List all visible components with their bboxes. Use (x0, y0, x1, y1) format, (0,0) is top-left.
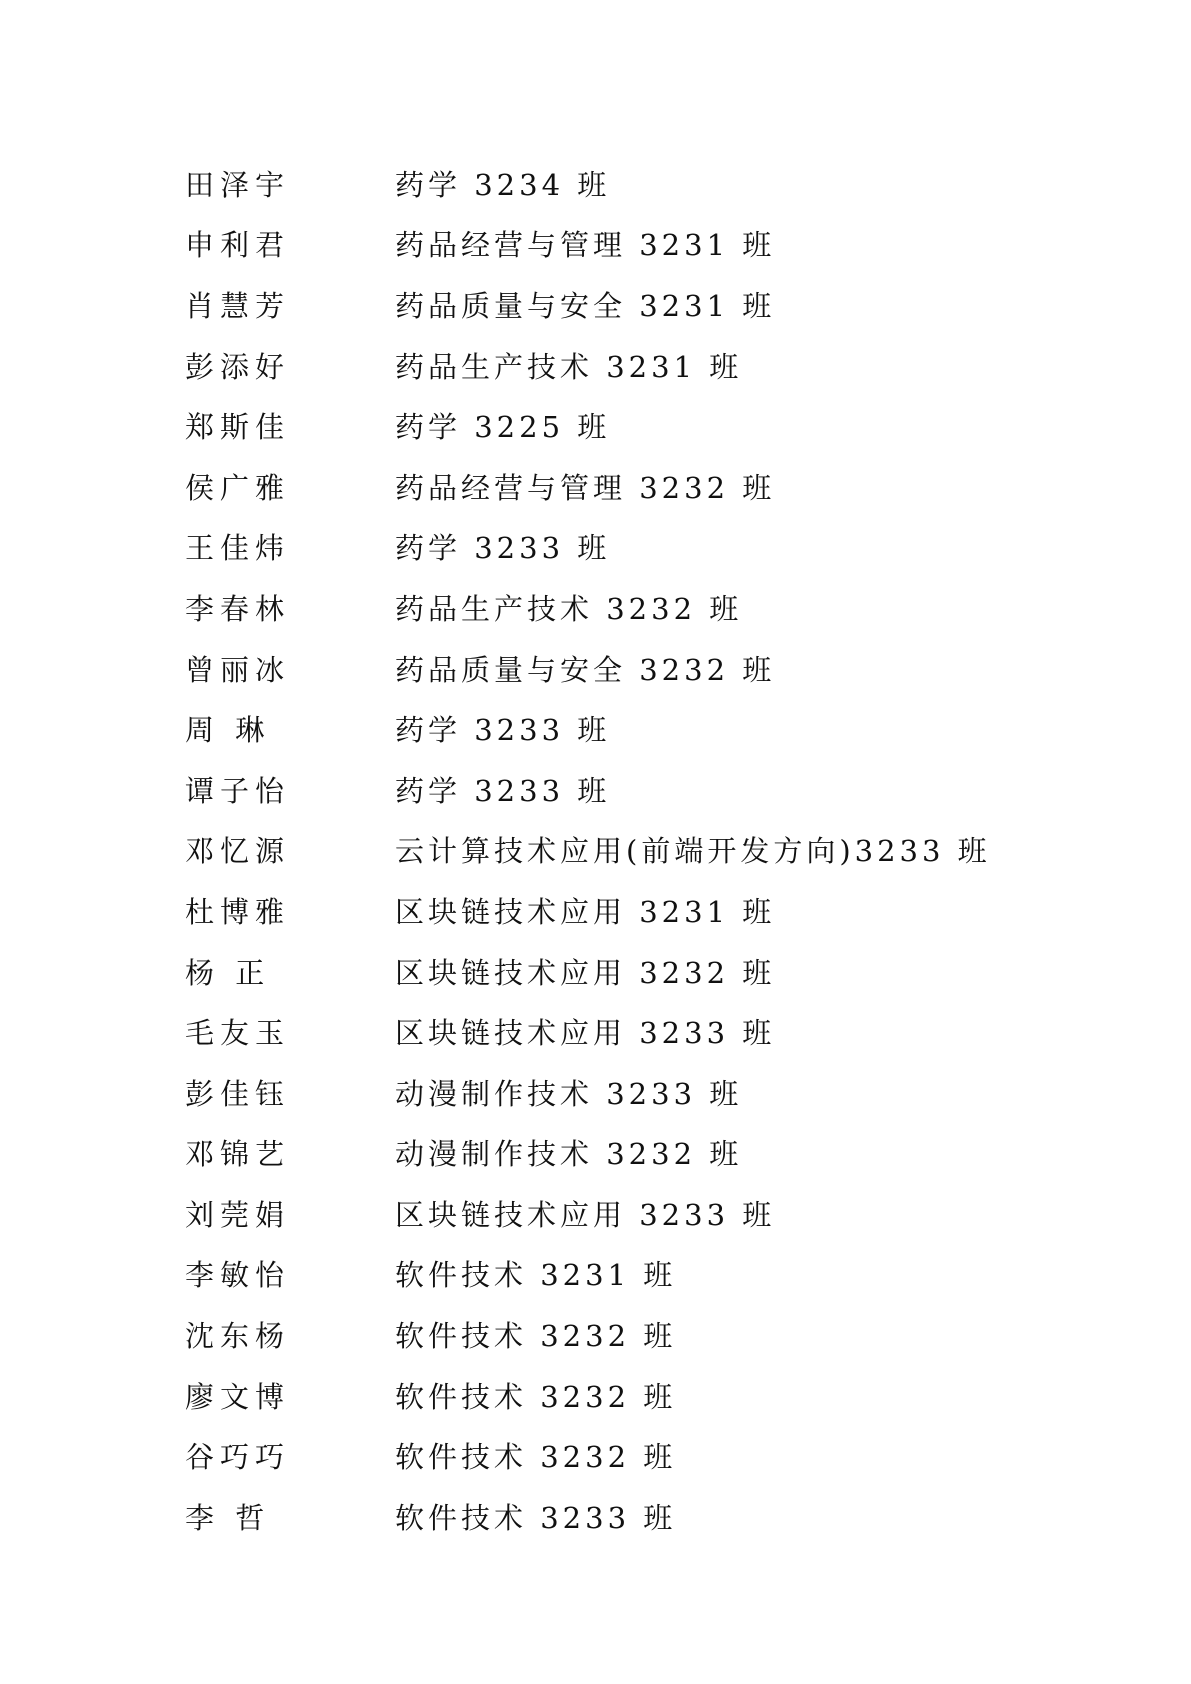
roster-row (185, 395, 1085, 456)
roster-row (185, 941, 1085, 1002)
class-name: 动漫制作技术 3233 班 (395, 1076, 743, 1111)
class-name: 区块链技术应用 3232 班 (395, 955, 776, 990)
student-name: 廖文博 (185, 1379, 291, 1414)
roster-row (185, 880, 1085, 941)
roster-row (185, 1062, 1085, 1123)
class-name: 区块链技术应用 3231 班 (395, 894, 776, 929)
class-name: 区块链技术应用 3233 班 (395, 1016, 776, 1051)
roster-row (185, 214, 1085, 275)
roster-row (185, 456, 1085, 517)
roster-row (185, 638, 1085, 699)
student-name: 刘莞娟 (185, 1197, 291, 1232)
class-name: 软件技术 3232 班 (395, 1379, 677, 1414)
class-name: 软件技术 3233 班 (395, 1500, 677, 1535)
student-name: 杜博雅 (185, 894, 291, 929)
student-name: 沈东杨 (185, 1319, 291, 1354)
student-name: 侯广雅 (185, 470, 291, 505)
roster-row (185, 698, 1085, 759)
class-name: 软件技术 3231 班 (395, 1258, 677, 1293)
class-name: 药品质量与安全 3232 班 (395, 652, 776, 687)
class-name: 药学 3233 班 (395, 773, 611, 808)
student-name: 申利君 (185, 228, 291, 263)
roster-row (185, 1304, 1085, 1365)
student-name: 李春林 (185, 591, 291, 626)
student-name: 毛友玉 (185, 1016, 291, 1051)
class-name: 软件技术 3232 班 (395, 1440, 677, 1475)
student-name: 彭添好 (185, 349, 291, 384)
roster-row (185, 153, 1085, 214)
roster-row (185, 820, 1085, 881)
student-name: 李敏怡 (185, 1258, 291, 1293)
student-name: 邓忆源 (185, 834, 291, 869)
class-name: 软件技术 3232 班 (395, 1319, 677, 1354)
student-name: 肖慧芳 (185, 288, 291, 323)
class-name: 药学 3233 班 (395, 531, 611, 566)
class-name: 药品经营与管理 3232 班 (395, 470, 776, 505)
roster-row (185, 1183, 1085, 1244)
class-name: 云计算技术应用(前端开发方向)3233 班 (395, 834, 991, 869)
student-name: 田泽宇 (185, 167, 291, 202)
student-name: 谷巧巧 (185, 1440, 291, 1475)
roster-row (185, 1123, 1085, 1184)
roster-row (185, 1365, 1085, 1426)
student-name: 杨 正 (185, 955, 271, 990)
roster-row (185, 1244, 1085, 1305)
student-name: 曾丽冰 (185, 652, 291, 687)
student-name: 王佳炜 (185, 531, 291, 566)
roster-row (185, 759, 1085, 820)
class-name: 药品经营与管理 3231 班 (395, 228, 776, 263)
roster-row (185, 335, 1085, 396)
class-name: 药学 3225 班 (395, 410, 611, 445)
class-name: 动漫制作技术 3232 班 (395, 1137, 743, 1172)
student-name: 邓锦艺 (185, 1137, 291, 1172)
student-name: 周 琳 (185, 713, 271, 748)
student-roster (185, 153, 1085, 1547)
class-name: 药学 3233 班 (395, 713, 611, 748)
class-name: 药品质量与安全 3231 班 (395, 288, 776, 323)
roster-row (185, 1425, 1085, 1486)
student-name: 彭佳钰 (185, 1076, 291, 1111)
roster-row (185, 517, 1085, 578)
roster-row (185, 274, 1085, 335)
class-name: 药品生产技术 3231 班 (395, 349, 743, 384)
student-name: 李 哲 (185, 1500, 271, 1535)
student-name: 谭子怡 (185, 773, 291, 808)
class-name: 药品生产技术 3232 班 (395, 591, 743, 626)
roster-row (185, 1486, 1085, 1547)
class-name: 药学 3234 班 (395, 167, 611, 202)
class-name: 区块链技术应用 3233 班 (395, 1197, 776, 1232)
student-name: 郑斯佳 (185, 410, 291, 445)
roster-row (185, 577, 1085, 638)
roster-row (185, 1001, 1085, 1062)
